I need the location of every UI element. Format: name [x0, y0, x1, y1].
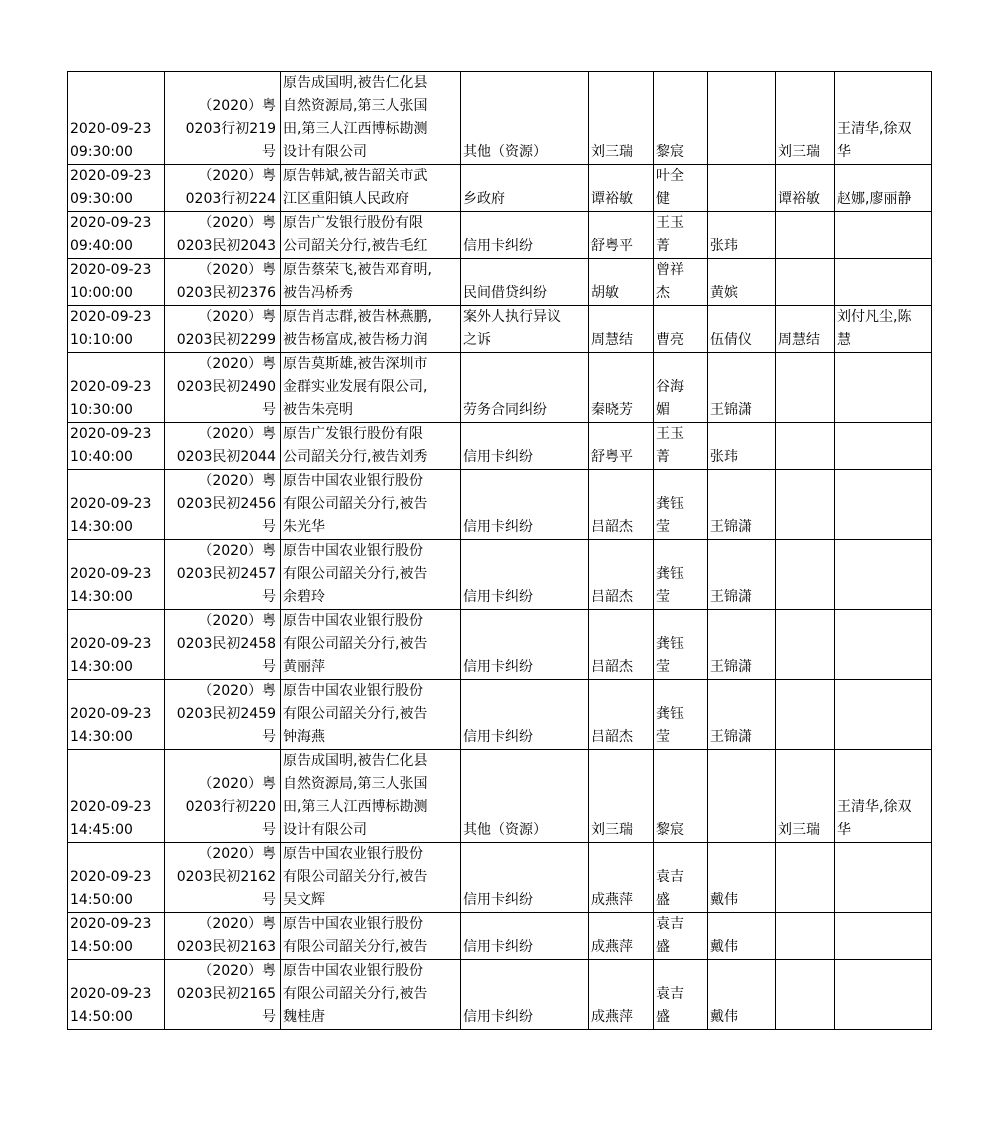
table-row	[68, 259, 932, 306]
case-cause-cell: 信用卡纠纷	[461, 843, 589, 913]
table-row	[68, 913, 932, 960]
clerk-cell	[776, 960, 835, 1030]
panel-member-2-cell: 王锦潇	[708, 610, 776, 680]
case-number-cell: （2020）粤 0203民初2299	[165, 306, 281, 353]
hearing-time-cell: 2020-09-23 14:30:00	[68, 680, 165, 750]
panel-member-cell: 曹亮	[654, 306, 708, 353]
assessors-cell	[835, 913, 932, 960]
table-row	[68, 540, 932, 610]
hearing-time-cell: 2020-09-23 10:10:00	[68, 306, 165, 353]
clerk-cell	[776, 610, 835, 680]
case-cause-cell: 信用卡纠纷	[461, 680, 589, 750]
judge-cell: 吕韶杰	[589, 540, 654, 610]
clerk-cell: 刘三瑞	[776, 72, 835, 165]
case-cause-cell: 信用卡纠纷	[461, 610, 589, 680]
panel-member-2-cell: 王锦潇	[708, 680, 776, 750]
assessors-cell	[835, 960, 932, 1030]
case-cause-cell: 乡政府	[461, 165, 589, 212]
case-number-cell: （2020）粤 0203民初2458 号	[165, 610, 281, 680]
parties-cell: 原告韩斌,被告韶关市武 江区重阳镇人民政府	[281, 165, 461, 212]
table-row	[68, 423, 932, 470]
parties-cell: 原告中国农业银行股份 有限公司韶关分行,被告 钟海燕	[281, 680, 461, 750]
case-cause-cell: 劳务合同纠纷	[461, 353, 589, 423]
panel-member-2-cell: 黄嫔	[708, 259, 776, 306]
clerk-cell	[776, 353, 835, 423]
parties-cell: 原告广发银行股份有限 公司韶关分行,被告毛红	[281, 212, 461, 259]
panel-member-2-cell: 王锦潇	[708, 353, 776, 423]
case-cause-cell: 民间借贷纠纷	[461, 259, 589, 306]
assessors-cell: 刘付凡尘,陈 慧	[835, 306, 932, 353]
assessors-cell	[835, 540, 932, 610]
panel-member-2-cell: 戴伟	[708, 913, 776, 960]
judge-cell: 胡敏	[589, 259, 654, 306]
panel-member-cell: 龚钰 莹	[654, 470, 708, 540]
panel-member-2-cell	[708, 750, 776, 843]
panel-member-cell: 龚钰 莹	[654, 540, 708, 610]
case-number-cell: （2020）粤 0203民初2165 号	[165, 960, 281, 1030]
judge-cell: 刘三瑞	[589, 750, 654, 843]
panel-member-2-cell	[708, 72, 776, 165]
case-cause-cell: 信用卡纠纷	[461, 913, 589, 960]
parties-cell: 原告中国农业银行股份 有限公司韶关分行,被告 吴文辉	[281, 843, 461, 913]
table-row	[68, 470, 932, 540]
panel-member-cell: 袁吉 盛	[654, 960, 708, 1030]
table-row	[68, 306, 932, 353]
panel-member-cell: 王玉 菁	[654, 212, 708, 259]
case-number-cell: （2020）粤 0203民初2044	[165, 423, 281, 470]
case-number-cell: （2020）粤 0203行初219 号	[165, 72, 281, 165]
hearing-time-cell: 2020-09-23 14:50:00	[68, 960, 165, 1030]
clerk-cell: 谭裕敏	[776, 165, 835, 212]
clerk-cell	[776, 913, 835, 960]
panel-member-2-cell: 戴伟	[708, 843, 776, 913]
hearing-time-cell: 2020-09-23 10:40:00	[68, 423, 165, 470]
judge-cell: 秦晓芳	[589, 353, 654, 423]
hearing-time-cell: 2020-09-23 10:30:00	[68, 353, 165, 423]
hearing-schedule-table	[67, 71, 932, 1030]
parties-cell: 原告广发银行股份有限 公司韶关分行,被告刘秀	[281, 423, 461, 470]
assessors-cell	[835, 680, 932, 750]
panel-member-cell: 袁吉 盛	[654, 913, 708, 960]
case-cause-cell: 信用卡纠纷	[461, 212, 589, 259]
panel-member-cell: 袁吉 盛	[654, 843, 708, 913]
parties-cell: 原告莫斯雄,被告深圳市 金群实业发展有限公司, 被告朱亮明	[281, 353, 461, 423]
table-row	[68, 165, 932, 212]
clerk-cell	[776, 212, 835, 259]
judge-cell: 成燕萍	[589, 913, 654, 960]
assessors-cell	[835, 212, 932, 259]
table-body	[68, 72, 932, 1030]
case-number-cell: （2020）粤 0203民初2490 号	[165, 353, 281, 423]
case-cause-cell: 其他（资源）	[461, 750, 589, 843]
parties-cell: 原告肖志群,被告林燕鹏, 被告杨富成,被告杨力润	[281, 306, 461, 353]
panel-member-cell: 叶全 健	[654, 165, 708, 212]
panel-member-2-cell: 王锦潇	[708, 540, 776, 610]
assessors-cell: 王清华,徐双 华	[835, 72, 932, 165]
panel-member-cell: 黎宸	[654, 750, 708, 843]
panel-member-cell: 王玉 菁	[654, 423, 708, 470]
judge-cell: 舒粤平	[589, 212, 654, 259]
judge-cell: 舒粤平	[589, 423, 654, 470]
case-number-cell: （2020）粤 0203民初2162 号	[165, 843, 281, 913]
assessors-cell	[835, 423, 932, 470]
assessors-cell	[835, 470, 932, 540]
panel-member-cell: 黎宸	[654, 72, 708, 165]
clerk-cell	[776, 540, 835, 610]
assessors-cell: 赵娜,廖丽静	[835, 165, 932, 212]
clerk-cell	[776, 259, 835, 306]
table-row	[68, 212, 932, 259]
hearing-time-cell: 2020-09-23 14:30:00	[68, 540, 165, 610]
clerk-cell: 刘三瑞	[776, 750, 835, 843]
judge-cell: 成燕萍	[589, 843, 654, 913]
panel-member-2-cell: 王锦潇	[708, 470, 776, 540]
hearing-time-cell: 2020-09-23 09:30:00	[68, 165, 165, 212]
table-row	[68, 750, 932, 843]
judge-cell: 吕韶杰	[589, 680, 654, 750]
panel-member-cell: 龚钰 莹	[654, 610, 708, 680]
hearing-time-cell: 2020-09-23 09:30:00	[68, 72, 165, 165]
panel-member-cell: 龚钰 莹	[654, 680, 708, 750]
parties-cell: 原告成国明,被告仁化县 自然资源局,第三人张国 田,第三人江西博标勘测 设计有限公司	[281, 750, 461, 843]
judge-cell: 刘三瑞	[589, 72, 654, 165]
clerk-cell: 周慧结	[776, 306, 835, 353]
assessors-cell: 王清华,徐双 华	[835, 750, 932, 843]
case-number-cell: （2020）粤 0203民初2457 号	[165, 540, 281, 610]
parties-cell: 原告蔡荣飞,被告邓育明, 被告冯桥秀	[281, 259, 461, 306]
hearing-time-cell: 2020-09-23 14:30:00	[68, 610, 165, 680]
parties-cell: 原告中国农业银行股份 有限公司韶关分行,被告 朱光华	[281, 470, 461, 540]
hearing-time-cell: 2020-09-23 14:30:00	[68, 470, 165, 540]
judge-cell: 周慧结	[589, 306, 654, 353]
table-row	[68, 353, 932, 423]
parties-cell: 原告中国农业银行股份 有限公司韶关分行,被告 魏桂唐	[281, 960, 461, 1030]
parties-cell: 原告中国农业银行股份 有限公司韶关分行,被告	[281, 913, 461, 960]
table-row	[68, 680, 932, 750]
clerk-cell	[776, 680, 835, 750]
assessors-cell	[835, 353, 932, 423]
hearing-time-cell: 2020-09-23 10:00:00	[68, 259, 165, 306]
case-cause-cell: 案外人执行异议 之诉	[461, 306, 589, 353]
panel-member-2-cell: 伍倩仪	[708, 306, 776, 353]
table-row	[68, 843, 932, 913]
panel-member-cell: 谷海 媚	[654, 353, 708, 423]
panel-member-cell: 曾祥 杰	[654, 259, 708, 306]
case-cause-cell: 信用卡纠纷	[461, 540, 589, 610]
table-row	[68, 610, 932, 680]
case-cause-cell: 其他（资源）	[461, 72, 589, 165]
parties-cell: 原告中国农业银行股份 有限公司韶关分行,被告 余碧玲	[281, 540, 461, 610]
assessors-cell	[835, 259, 932, 306]
parties-cell: 原告中国农业银行股份 有限公司韶关分行,被告 黄丽萍	[281, 610, 461, 680]
assessors-cell	[835, 843, 932, 913]
panel-member-2-cell	[708, 165, 776, 212]
case-cause-cell: 信用卡纠纷	[461, 470, 589, 540]
case-number-cell: （2020）粤 0203民初2163	[165, 913, 281, 960]
assessors-cell	[835, 610, 932, 680]
judge-cell: 吕韶杰	[589, 610, 654, 680]
case-number-cell: （2020）粤 0203行初224	[165, 165, 281, 212]
case-number-cell: （2020）粤 0203民初2043	[165, 212, 281, 259]
panel-member-2-cell: 张玮	[708, 212, 776, 259]
hearing-time-cell: 2020-09-23 14:45:00	[68, 750, 165, 843]
case-number-cell: （2020）粤 0203民初2459 号	[165, 680, 281, 750]
parties-cell: 原告成国明,被告仁化县 自然资源局,第三人张国 田,第三人江西博标勘测 设计有限公司	[281, 72, 461, 165]
case-number-cell: （2020）粤 0203民初2376	[165, 259, 281, 306]
case-cause-cell: 信用卡纠纷	[461, 423, 589, 470]
table-row	[68, 72, 932, 165]
case-number-cell: （2020）粤 0203行初220 号	[165, 750, 281, 843]
panel-member-2-cell: 戴伟	[708, 960, 776, 1030]
case-cause-cell: 信用卡纠纷	[461, 960, 589, 1030]
hearing-time-cell: 2020-09-23 14:50:00	[68, 843, 165, 913]
table-row	[68, 960, 932, 1030]
judge-cell: 吕韶杰	[589, 470, 654, 540]
judge-cell: 成燕萍	[589, 960, 654, 1030]
clerk-cell	[776, 423, 835, 470]
hearing-time-cell: 2020-09-23 09:40:00	[68, 212, 165, 259]
panel-member-2-cell: 张玮	[708, 423, 776, 470]
clerk-cell	[776, 843, 835, 913]
judge-cell: 谭裕敏	[589, 165, 654, 212]
case-number-cell: （2020）粤 0203民初2456 号	[165, 470, 281, 540]
clerk-cell	[776, 470, 835, 540]
hearing-time-cell: 2020-09-23 14:50:00	[68, 913, 165, 960]
